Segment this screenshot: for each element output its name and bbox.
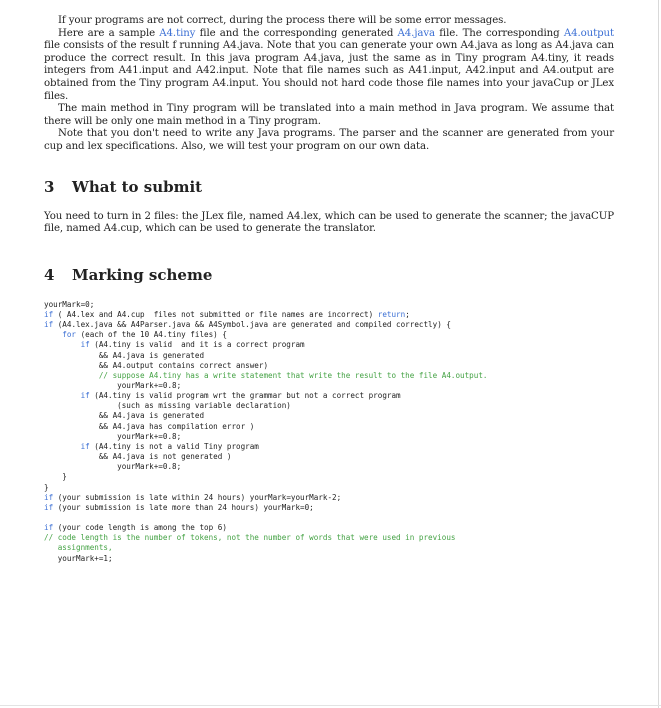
- code-line: && A4.java is generated: [44, 411, 205, 421]
- code-line: yourMark+=1;: [44, 553, 113, 563]
- code-line: (your submission is late more than 24 hours) yourMark=0;: [53, 502, 314, 512]
- code-line: ;: [405, 309, 410, 319]
- section-3-body: You need to turn in 2 files: the JLex file, named A4.lex, which can be used to generate the scanner; the javaCUP file, named A4.cup, which can be used to generate the translator.: [44, 210, 614, 235]
- code-line: && A4.java is generated: [44, 350, 205, 360]
- code-keyword: if: [44, 320, 54, 330]
- link-a4-java[interactable]: A4.java: [397, 27, 435, 39]
- intro-paragraph-4: Note that you don't need to write any Java programs. The parser and the scanner are generated from your cup and lex specifications. Also, we will test your program on our own data.: [44, 128, 614, 152]
- code-keyword: if: [44, 309, 54, 319]
- intro-p2-text-1: Here are a sample: [58, 27, 160, 39]
- code-keyword: for: [44, 330, 77, 340]
- intro-p2-text-2: file and the corresponding generated: [195, 27, 398, 39]
- code-comment: assignments,: [44, 543, 113, 553]
- intro-paragraph-3: The main method in Tiny program will be translated into a main method in Java program. We assume that there will be only one main method in a Tiny program.: [44, 103, 614, 127]
- code-comment: // code length is the number of tokens, not the number of words that were used in previous: [44, 533, 456, 543]
- code-line: }: [44, 482, 49, 492]
- code-line: && A4.java has compilation error ): [44, 421, 255, 431]
- code-line: && A4.java is not generated ): [44, 452, 232, 462]
- code-line: (A4.tiny is valid and it is a correct program: [89, 340, 305, 350]
- page-bottom-divider: [0, 705, 661, 706]
- intro-paragraph-2: [44, 28, 614, 104]
- code-keyword: if: [44, 340, 90, 350]
- code-line: (your code length is among the top 6): [53, 523, 227, 533]
- intro-paragraph-1: If your programs are not correct, during the process there will be some error messages.: [58, 15, 507, 26]
- code-line: (A4.lex.java && A4Parser.java && A4Symbol.java are generated and compiled correctly) {: [53, 320, 451, 330]
- code-line: yourMark=0;: [44, 299, 95, 309]
- code-line: (such as missing variable declaration): [44, 401, 291, 411]
- code-line: && A4.output contains correct answer): [44, 360, 269, 370]
- code-line: }: [44, 472, 67, 482]
- code-comment: // suppose A4.tiny has a write statement that write the result to the file A4.output.: [44, 370, 488, 380]
- section-4-number: 4: [44, 265, 55, 284]
- section-4-heading: [44, 266, 614, 284]
- code-keyword: if: [44, 492, 54, 502]
- section-4-title: Marking scheme: [72, 265, 213, 284]
- code-line: (A4.tiny is valid program wrt the grammar but not a correct program: [89, 391, 401, 401]
- code-keyword: if: [44, 523, 54, 533]
- section-3-number: 3: [44, 177, 55, 196]
- code-line: (A4.tiny is not a valid Tiny program: [89, 441, 259, 451]
- code-keyword: if: [44, 502, 54, 512]
- code-line: yourMark+=0.8;: [44, 462, 182, 472]
- link-a4-output[interactable]: A4.output: [563, 27, 614, 39]
- section-3-heading: [44, 178, 614, 196]
- document-content: [44, 15, 614, 564]
- intro-p2-text-4: file consists of the result f running A4.java. Note that you can generate your own A4.java as long as A4.java can produce the correct result. In this java program A4.java, just the same as in Tiny program A4.tiny, it reads integers from A41.input and A42.input. Note that file names such as A41.input, A42.input and A4.output are obtained from the Tiny program A4.input. You should not hard code those file names into your javaCup or JLex files.: [44, 40, 614, 102]
- link-a4-tiny[interactable]: A4.tiny: [159, 27, 196, 39]
- code-line: ( A4.lex and A4.cup files not submitted or file names are incorrect): [53, 309, 378, 319]
- marking-scheme-code: [44, 300, 614, 564]
- code-keyword: if: [44, 441, 90, 451]
- page-edge-divider: [658, 0, 659, 708]
- code-keyword: if: [44, 391, 90, 401]
- code-keyword: return: [377, 309, 406, 319]
- code-line: yourMark+=0.8;: [44, 431, 182, 441]
- code-line: yourMark+=0.8;: [44, 380, 182, 390]
- intro-p2-text-3: file. The corresponding: [435, 27, 564, 39]
- code-line: (each of the 10 A4.tiny files) {: [76, 330, 227, 340]
- code-line: (your submission is late within 24 hours) yourMark=yourMark-2;: [53, 492, 342, 502]
- section-3-title: What to submit: [72, 177, 203, 196]
